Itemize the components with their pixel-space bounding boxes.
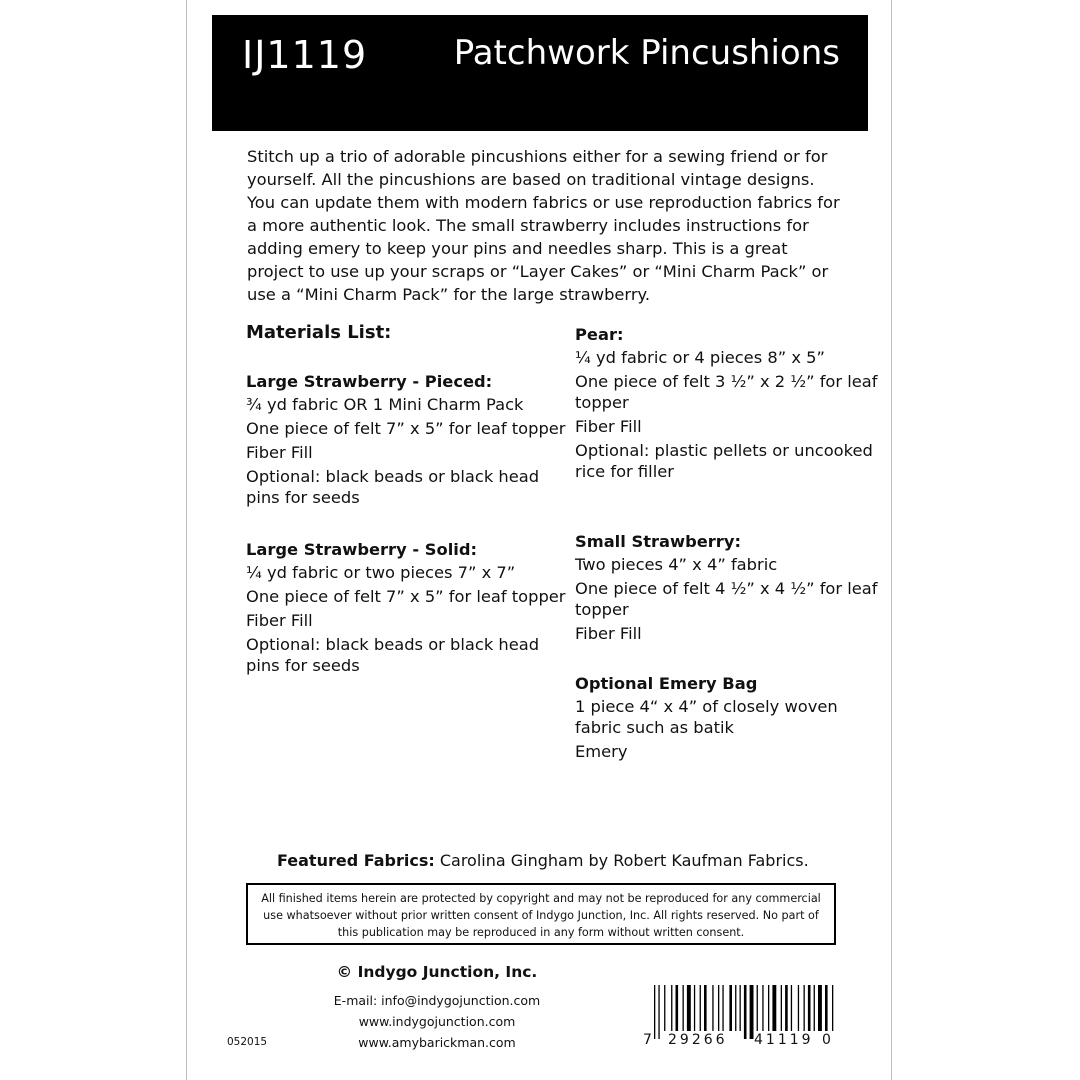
barcode-bar — [740, 985, 741, 1031]
list-item: Fiber Fill — [575, 417, 642, 436]
title-banner — [212, 15, 868, 131]
barcode-bar — [718, 985, 719, 1031]
barcode-bar — [658, 985, 659, 1039]
featured-label: Featured Fabrics: — [277, 851, 435, 870]
section-title-small-strawberry: Small Strawberry: — [575, 532, 741, 551]
barcode-bar — [654, 985, 655, 1039]
list-item: ¼ yd fabric or two pieces 7” x 7” — [246, 563, 516, 582]
barcode-bar — [772, 985, 776, 1031]
contact-email: E-mail: info@indygojunction.com — [333, 993, 541, 1008]
barcode-bar — [762, 985, 763, 1031]
barcode-bar — [671, 985, 672, 1031]
section-title-large-solid: Large Strawberry - Solid: — [246, 540, 478, 559]
list-item: Fiber Fill — [246, 611, 313, 630]
list-item: ¾ yd fabric OR 1 Mini Charm Pack — [246, 395, 524, 414]
barcode-bar — [785, 985, 788, 1031]
materials-right-column — [575, 318, 885, 765]
barcode-bar — [683, 985, 684, 1031]
barcode-bar — [768, 985, 769, 1031]
barcode-bar — [804, 985, 805, 1031]
materials-left-column — [246, 318, 566, 679]
list-item: Optional: black beads or black head pins for seeds — [246, 635, 540, 675]
barcode-bar — [791, 985, 792, 1031]
materials-heading: Materials List: — [246, 322, 392, 343]
contact-website: www.indygojunction.com — [358, 1014, 516, 1029]
list-item: Optional: black beads or black head pins for seeds — [246, 467, 540, 507]
barcode-bar — [750, 985, 754, 1039]
list-item: Two pieces 4” x 4” fabric — [575, 555, 778, 574]
barcode-bar — [664, 985, 665, 1031]
list-item: Emery — [575, 742, 628, 761]
pattern-code: IJ1119 — [242, 33, 368, 77]
contact-website-2: www.amybarickman.com — [358, 1035, 516, 1050]
barcode-bar — [729, 985, 732, 1031]
list-item: Fiber Fill — [246, 443, 313, 462]
barcode-digits-left: 29266 — [668, 1032, 728, 1048]
barcode-bar — [832, 985, 833, 1031]
barcode-bar — [781, 985, 782, 1031]
barcode-bar — [687, 985, 691, 1031]
featured-fabrics — [277, 851, 809, 870]
intro-paragraph: Stitch up a trio of adorable pincushions either for a sewing friend or for yourself. All the pincushions are based on traditional vintage designs. You can update them with modern fabrics or use reproduction fabrics for a more authentic look. The small strawberry includes instructions for adding emery to keep your pins and needles sharp. This is a great project to use up your scraps or “Layer Cakes” or “Mini Charm Pack” or use a “Mini Charm Pack” for the large strawberry. — [247, 147, 840, 304]
section-title-pear: Pear: — [575, 325, 624, 344]
barcode-bar — [757, 985, 758, 1031]
copyright-notice: All finished items herein are protected by copyright and may not be reproduced for any commercial use whatsoever without prior written consent of Indygo Junction, Inc. All rights reserved. No part of this publication may be reproduced in any form without written consent. — [246, 883, 836, 945]
list-item: Fiber Fill — [575, 624, 642, 643]
contact-info — [300, 990, 574, 1053]
section-title-emery-bag: Optional Emery Bag — [575, 674, 758, 693]
list-item: One piece of felt 3 ½” x 2 ½” for leaf topper — [575, 372, 878, 412]
barcode-digit-first: 7 — [643, 1032, 652, 1048]
list-item: One piece of felt 4 ½” x 4 ½” for leaf topper — [575, 579, 878, 619]
barcode-bar — [808, 985, 811, 1031]
list-item: Optional: plastic pellets or uncooked rice for filler — [575, 441, 873, 481]
barcode-bar — [676, 985, 679, 1031]
barcode-bar — [818, 985, 822, 1031]
section-title-large-pieced: Large Strawberry - Pieced: — [246, 372, 493, 391]
barcode-bar — [694, 985, 695, 1031]
barcode-bar — [700, 985, 701, 1031]
list-item: 1 piece 4“ x 4” of closely woven fabric such as batik — [575, 697, 838, 737]
barcode-bar — [825, 985, 828, 1031]
list-item: One piece of felt 7” x 5” for leaf topper — [246, 419, 566, 438]
barcode-bar — [798, 985, 799, 1031]
barcode-digit-check: 0 — [822, 1032, 831, 1048]
barcode-bar — [722, 985, 723, 1031]
company-name: © Indygo Junction, Inc. — [336, 963, 538, 981]
pattern-title: Patchwork Pincushions — [453, 33, 840, 73]
featured-text: Carolina Gingham by Robert Kaufman Fabrics. — [434, 851, 809, 870]
barcode-bar — [814, 985, 815, 1031]
barcode-bar — [712, 985, 713, 1031]
barcode-digits-right: 41119 — [754, 1032, 814, 1048]
barcode-bar — [744, 985, 747, 1039]
list-item: ¼ yd fabric or 4 pieces 8” x 5” — [575, 348, 825, 367]
barcode-bar — [735, 985, 736, 1031]
list-item: One piece of felt 7” x 5” for leaf topper — [246, 587, 566, 606]
publication-code: 052015 — [227, 1036, 268, 1048]
barcode-bar — [704, 985, 707, 1031]
